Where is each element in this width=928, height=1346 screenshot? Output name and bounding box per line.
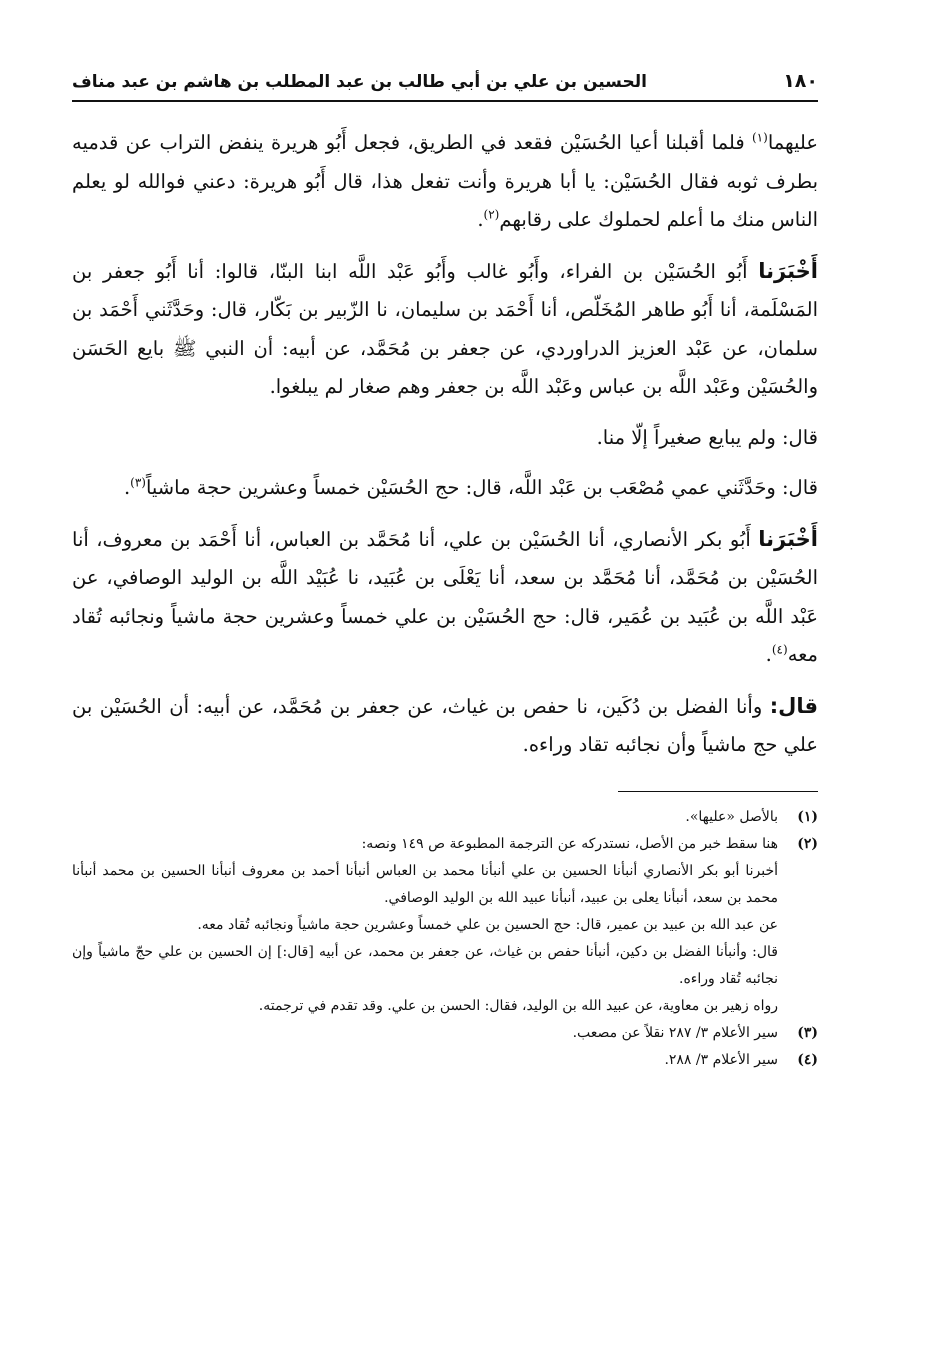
text-run: أَبُو الحُسَيْن بن الفراء، وأَبُو غالب وأَبُو عَبْد اللَّه ابنا البنّا، قالوا: أنا أَبُو جعفر بن المَسْلَمة، أنا أَبُو طاهر المُخَلّص، أنا أَحْمَد بن سليمان، نا الزّبير بن بَكّار، قال: وحَدَّثَني أَحْمَد بن سلمان، عن عَبْد العزيز الدراوردي، عن جعفر بن مُحَمَّد، عن أبيه: أن النبي ﷺ بايع الحَسَن والحُسَيْن وعَبْد اللَّه بن عباس وعَبْد اللَّه بن جعفر وهم صغار لم يبلغوا. bbox=[72, 259, 818, 398]
text-run: . bbox=[123, 476, 131, 499]
text-run: قال: وحَدَّثَني عمي مُصْعَب بن عَبْد اللَّه، قال: حج الحُسَيْن خمساً وعشرين حجة ماشياً bbox=[145, 476, 818, 499]
footnotes bbox=[72, 804, 818, 1074]
footnote-quote-line: أخبرنا أبو بكر الأنصاري أنبأنا الحسين بن علي أنبأنا محمد بن العباس أنبأنا أحمد بن معروف أنبأنا الحسين بن محمد أنبأنا محمد بن سعد، أنبأنا يعلى بن عبيد، أنبأنا عبيد الله بن الوليد الوصافي. bbox=[72, 862, 778, 906]
paragraph-4 bbox=[72, 469, 818, 508]
footnote-ref-4[interactable]: (٤) bbox=[771, 642, 788, 657]
lead-word: أَخْبَرَنا bbox=[758, 258, 818, 283]
footnote-text: سير الأعلام ٣/ ٢٨٧ نقلاً عن مصعب. bbox=[572, 1024, 778, 1041]
page-number: ١٨٠ bbox=[783, 70, 818, 92]
footnote-3 bbox=[72, 1020, 818, 1047]
paragraph-2 bbox=[72, 252, 818, 407]
paragraph-1 bbox=[72, 124, 818, 240]
running-title: الحسين بن علي بن أبي طالب بن عبد المطلب بن هاشم بن عبد مناف bbox=[72, 72, 647, 92]
footnote-text: سير الأعلام ٣/ ٢٨٨. bbox=[664, 1051, 778, 1068]
text-run: أَبُو بكر الأنصاري، أنا الحُسَيْن بن علي، أنا مُحَمَّد بن العباس، أنا أَحْمَد بن معروف، أنا الحُسَيْن بن مُحَمَّد، أنا مُحَمَّد بن سعد، أنا يَعْلَى بن عُبَيد، نا عُبَيْد اللَّه بن الوليد الوصافي، عن عَبْد اللَّه بن عُبَيد بن عُمَير، قال: حج الحُسَيْن بن علي خمساً وعشرين حجة ماشياً ونجائبه تُقاد معه bbox=[72, 527, 818, 666]
footnote-number: (١) bbox=[797, 808, 818, 825]
footnote-quote bbox=[72, 858, 778, 1020]
lead-word: قال: bbox=[769, 693, 818, 718]
footnote-text: هنا سقط خبر من الأصل، نستدركه عن الترجمة المطبوعة ص ١٤٩ ونصه: bbox=[361, 835, 778, 852]
text-run: . bbox=[765, 643, 772, 666]
footnote-number: (٤) bbox=[797, 1051, 818, 1068]
paragraph-6 bbox=[72, 687, 818, 765]
footnote-ref-1[interactable]: (١) bbox=[751, 130, 768, 145]
footnote-1 bbox=[72, 804, 818, 831]
lead-word: أَخْبَرَنا bbox=[758, 526, 818, 551]
text-run: قال: ولم يبايع صغيراً إلّا منا. bbox=[596, 425, 818, 449]
footnote-quote-line: عن عبد الله بن عبيد بن عمير، قال: حج الحسين بن علي خمساً وعشرين حجة ماشياً ونجائبه تُقاد معه. bbox=[197, 916, 778, 933]
footnote-number: (٣) bbox=[797, 1024, 818, 1041]
footnote-divider bbox=[618, 791, 818, 792]
running-head bbox=[72, 70, 818, 102]
footnote-quote-line: رواه زهير بن معاوية، عن عبيد الله بن الوليد، فقال: الحسن بن علي. وقد تقدم في ترجمته. bbox=[258, 997, 778, 1014]
main-text bbox=[72, 124, 818, 765]
text-run: . bbox=[477, 208, 484, 231]
footnote-number: (٢) bbox=[797, 835, 818, 852]
paragraph-5 bbox=[72, 520, 818, 675]
footnote-2 bbox=[72, 831, 818, 858]
footnote-quote-line: قال: وأنبأنا الفضل بن دكين، أنبأنا حفص بن غياث، عن جعفر بن محمد، عن أبيه [قال:] إن الحسين بن علي حجّ ماشياً وإن نجائبه تُقاد وراءه. bbox=[72, 943, 778, 987]
footnote-2-quote bbox=[72, 858, 818, 1020]
footnote-indent bbox=[778, 858, 818, 1020]
footnote-ref-3[interactable]: (٣) bbox=[130, 475, 146, 490]
text-run: فلما أقبلنا أعيا الحُسَيْن فقعد في الطريق، فجعل أَبُو هريرة ينفض التراب عن قدميه بطرف ثوبه فقال الحُسَيْن: يا أبا هريرة وأنت تفعل هذا، قال أَبُو هريرة: دعني فوالله لو يعلم الناس منك ما أعلم لحملوك على رقابهم bbox=[72, 131, 818, 231]
footnote-4 bbox=[72, 1047, 818, 1074]
footnote-ref-2[interactable]: (٢) bbox=[483, 207, 500, 222]
paragraph-3 bbox=[72, 419, 818, 458]
text-run: عليهما bbox=[767, 131, 818, 154]
footnote-text: بالأصل «عليها». bbox=[685, 808, 778, 825]
text-run: وأنا الفضل بن دُكَين، نا حفص بن غياث، عن جعفر بن مُحَمَّد، عن أبيه: أن الحُسَيْن بن علي حج ماشياً وأن نجائبه تقاد وراءه. bbox=[72, 694, 818, 756]
